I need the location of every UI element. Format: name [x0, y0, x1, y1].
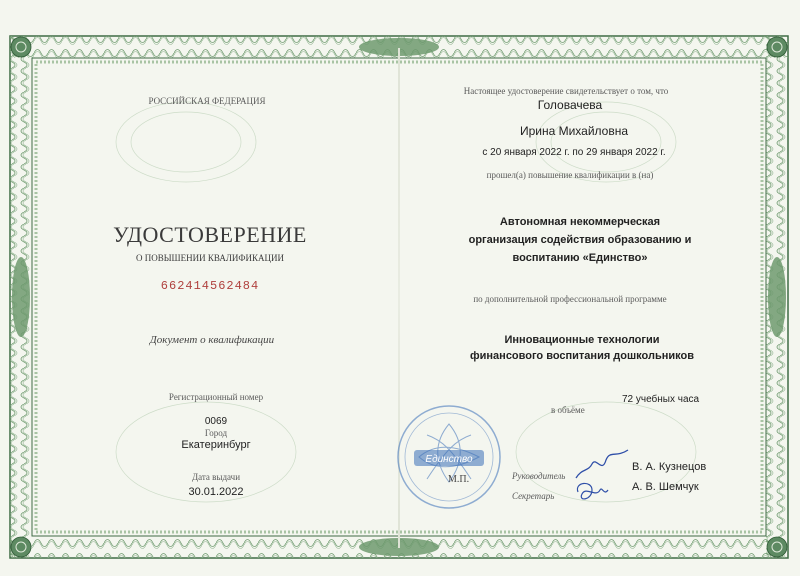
organization-stamp [394, 402, 504, 512]
stamp-text: Единство [425, 454, 473, 465]
certificate-title: УДОСТОВЕРЕНИЕ [113, 222, 307, 247]
serial-number: 662414562484 [160, 279, 260, 293]
head-name: В. А. Кузнецов [632, 461, 707, 473]
issue-date-label: Дата выдачи [191, 472, 241, 482]
recipient-surname: Головачева [537, 98, 603, 112]
training-period: с 20 января 2022 г. по 29 января 2022 г. [482, 147, 666, 158]
program-label: по дополнительной профессиональной программе [473, 294, 667, 304]
secretary-signature [572, 478, 612, 506]
recipient-name: Ирина Михайловна [519, 124, 629, 138]
program-line-2: финансового воспитания дошкольников [470, 350, 694, 362]
head-label: Руководитель [512, 471, 566, 481]
city-value: Екатеринбург [181, 439, 251, 451]
organization-line-2: организация содействия образованию и [468, 234, 692, 246]
country-label: РОССИЙСКАЯ ФЕДЕРАЦИЯ [148, 96, 266, 106]
issue-date-value: 30.01.2022 [188, 486, 244, 498]
certificate-subtitle: О ПОВЫШЕНИИ КВАЛИФИКАЦИИ [135, 253, 285, 263]
registration-label: Регистрационный номер [168, 392, 264, 402]
program-line-1: Инновационные технологии [504, 334, 660, 346]
training-passed-text: прошел(а) повышение квалификации в (на) [486, 170, 654, 180]
secretary-name: А. В. Шемчук [632, 481, 699, 493]
head-signature [572, 448, 632, 482]
document-type: Документ о квалификации [149, 334, 275, 346]
volume-label: в объёме [551, 405, 585, 415]
secretary-label: Секретарь [512, 491, 555, 501]
registration-number: 0069 [204, 416, 228, 427]
stamp-place-label: М.П. [448, 474, 470, 485]
organization-line-1: Автономная некоммерческая [499, 216, 661, 228]
organization-line-3: воспитанию «Единство» [512, 252, 648, 264]
city-label: Город [204, 428, 228, 438]
volume-value: 72 учебных часа [622, 394, 700, 405]
intro-text: Настоящее удостоверение свидетельствует о том, что [463, 86, 669, 96]
